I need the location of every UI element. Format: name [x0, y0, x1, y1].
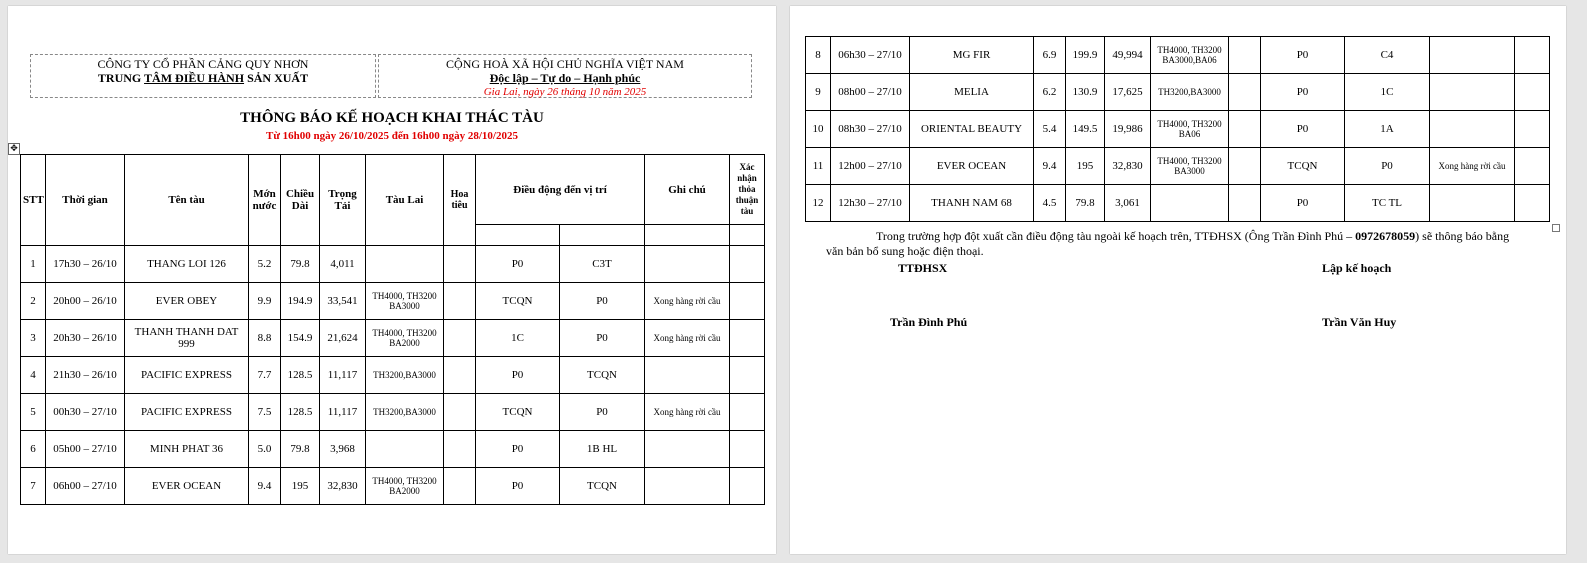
cell-stt: 9 [806, 74, 831, 111]
cell-ship-name: MELIA [910, 74, 1034, 111]
cell-move-from: P0 [476, 246, 560, 283]
cell-pilot [1229, 148, 1261, 185]
cell-pilot [444, 357, 476, 394]
cell-ship-name: MINH PHAT 36 [125, 431, 249, 468]
cell-tug: TH3200,BA3000 [1151, 74, 1229, 111]
cell-ship-name: PACIFIC EXPRESS [125, 394, 249, 431]
table-row [21, 320, 765, 357]
cell-time: 20h00 – 26/10 [46, 283, 125, 320]
cell-move-to: TC TL [1345, 185, 1430, 222]
cell-move-from: P0 [1261, 74, 1345, 111]
col-header-ship: Tên tàu [125, 155, 249, 246]
cell-move-to: C3T [560, 246, 645, 283]
cell-draft: 9.4 [1034, 148, 1066, 185]
cell-tonnage: 33,541 [320, 283, 366, 320]
cell-stt: 4 [21, 357, 46, 394]
cell-confirm [730, 431, 765, 468]
cell-move-to: TCQN [560, 468, 645, 505]
ship-plan-table-continued [805, 36, 1550, 222]
cell-time: 00h30 – 27/10 [46, 394, 125, 431]
national-header [378, 54, 752, 98]
cell-move-to: 1B HL [560, 431, 645, 468]
cell-stt: 6 [21, 431, 46, 468]
cell-tug: TH3200,BA3000 [366, 357, 444, 394]
cell-confirm [730, 283, 765, 320]
cell-length: 195 [281, 468, 320, 505]
national-title: CỘNG HOÀ XÃ HỘI CHỦ NGHĨA VIỆT NAM [446, 57, 684, 71]
cell-length: 79.8 [281, 246, 320, 283]
cell-note [1430, 74, 1515, 111]
cell-time: 08h30 – 27/10 [831, 111, 910, 148]
cell-stt: 7 [21, 468, 46, 505]
table-row [806, 111, 1550, 148]
signature-right-title: Lập kế hoạch [1322, 261, 1392, 275]
table-row [21, 431, 765, 468]
cell-ship-name: ORIENTAL BEAUTY [910, 111, 1034, 148]
cell-ship-name: PACIFIC EXPRESS [125, 357, 249, 394]
cell-tug: TH3200,BA3000 [366, 394, 444, 431]
subheader-from [476, 225, 560, 246]
cell-ship-name: EVER OBEY [125, 283, 249, 320]
cell-note [1430, 37, 1515, 74]
national-motto: Độc lập – Tự do – Hạnh phúc [489, 71, 641, 85]
cell-ship-name: THANH NAM 68 [910, 185, 1034, 222]
cell-time: 05h00 – 27/10 [46, 431, 125, 468]
table-row [21, 283, 765, 320]
cell-draft: 7.5 [249, 394, 281, 431]
company-name: CÔNG TY CỔ PHẦN CẢNG QUY NHƠN [97, 57, 309, 71]
cell-pilot [444, 431, 476, 468]
cell-tonnage: 49,994 [1105, 37, 1151, 74]
table-row [21, 246, 765, 283]
cell-pilot [1229, 37, 1261, 74]
cell-tonnage: 11,117 [320, 394, 366, 431]
cell-tug [366, 246, 444, 283]
cell-pilot [444, 283, 476, 320]
cell-tonnage: 32,830 [320, 468, 366, 505]
cell-stt: 2 [21, 283, 46, 320]
cell-tug: TH4000, TH3200 BA3000 [1151, 148, 1229, 185]
cell-move-to: TCQN [560, 357, 645, 394]
cell-ship-name: THANG LOI 126 [125, 246, 249, 283]
cell-tug [366, 431, 444, 468]
cell-time: 06h00 – 27/10 [46, 468, 125, 505]
department-name: TRUNG TÂM ĐIỀU HÀNH SẢN XUẤT [97, 71, 309, 85]
cell-move-to: 1C [1345, 74, 1430, 111]
cell-draft: 4.5 [1034, 185, 1066, 222]
cell-tonnage: 4,011 [320, 246, 366, 283]
cell-stt: 11 [806, 148, 831, 185]
cell-stt: 10 [806, 111, 831, 148]
cell-pilot [444, 468, 476, 505]
col-header-stt: STT [21, 155, 46, 246]
cell-move-to: P0 [560, 283, 645, 320]
cell-draft: 7.7 [249, 357, 281, 394]
table-row [21, 468, 765, 505]
subheader-note [645, 225, 730, 246]
cell-move-from: P0 [476, 468, 560, 505]
cell-move-from: P0 [1261, 111, 1345, 148]
table-row [806, 148, 1550, 185]
cell-note: Xong hàng rời cầu [645, 394, 730, 431]
cell-length: 154.9 [281, 320, 320, 357]
cell-tonnage: 3,968 [320, 431, 366, 468]
cell-move-to: 1A [1345, 111, 1430, 148]
table-row [806, 37, 1550, 74]
cell-pilot [444, 394, 476, 431]
cell-note [645, 431, 730, 468]
cell-ship-name: EVER OCEAN [125, 468, 249, 505]
cell-stt: 3 [21, 320, 46, 357]
cell-length: 128.5 [281, 394, 320, 431]
cell-stt: 8 [806, 37, 831, 74]
document-subtitle: Từ 16h00 ngày 26/10/2025 đến 16h00 ngày 28/10/2025 [265, 130, 518, 142]
col-header-tonnage: Trọng Tải [320, 155, 366, 246]
cell-length: 130.9 [1066, 74, 1105, 111]
cell-move-from: P0 [1261, 37, 1345, 74]
cell-tug: TH4000, TH3200 BA3000,BA06 [1151, 37, 1229, 74]
table-move-handle-icon[interactable]: ✥ [8, 143, 20, 155]
document-title: THÔNG BÁO KẾ HOẠCH KHAI THÁC TÀU [240, 110, 544, 126]
cell-tug: TH4000, TH3200 BA06 [1151, 111, 1229, 148]
cell-draft: 6.2 [1034, 74, 1066, 111]
cell-confirm [730, 320, 765, 357]
cell-pilot [1229, 74, 1261, 111]
cell-ship-name: EVER OCEAN [910, 148, 1034, 185]
cell-time: 21h30 – 26/10 [46, 357, 125, 394]
cell-time: 20h30 – 26/10 [46, 320, 125, 357]
cell-tug: TH4000, TH3200 BA3000 [366, 283, 444, 320]
cell-time: 17h30 – 26/10 [46, 246, 125, 283]
signature-left-title: TTĐHSX [898, 261, 948, 275]
signature-right-name: Trần Văn Huy [1322, 315, 1397, 329]
cell-tonnage: 19,986 [1105, 111, 1151, 148]
table-row [21, 357, 765, 394]
cell-stt: 12 [806, 185, 831, 222]
cell-draft: 6.9 [1034, 37, 1066, 74]
cell-length: 79.8 [281, 431, 320, 468]
col-header-confirm: Xác nhận thỏa thuận tàu [730, 155, 765, 225]
cell-move-to: P0 [560, 320, 645, 357]
cell-confirm [1515, 148, 1550, 185]
cell-tonnage: 17,625 [1105, 74, 1151, 111]
place-date: Gia Lai, ngày 26 tháng 10 năm 2025 [483, 86, 647, 98]
cell-length: 149.5 [1066, 111, 1105, 148]
signature-left-name: Trần Đình Phú [890, 315, 968, 329]
cell-move-from: TCQN [476, 394, 560, 431]
cell-move-to: P0 [560, 394, 645, 431]
cell-move-to: C4 [1345, 37, 1430, 74]
cell-stt: 1 [21, 246, 46, 283]
cell-draft: 9.9 [249, 283, 281, 320]
cell-pilot [1229, 111, 1261, 148]
cell-confirm [730, 357, 765, 394]
cell-note: Xong hàng rời cầu [645, 283, 730, 320]
cell-ship-name: THANH THANH DAT 999 [125, 320, 249, 357]
cell-tug: TH4000, TH3200 BA2000 [366, 468, 444, 505]
cell-move-from: 1C [476, 320, 560, 357]
col-header-pilot: Hoa tiêu [444, 155, 476, 246]
table-row [21, 394, 765, 431]
cell-note [645, 357, 730, 394]
cell-time: 12h00 – 27/10 [831, 148, 910, 185]
cell-move-from: TCQN [1261, 148, 1345, 185]
cell-time: 12h30 – 27/10 [831, 185, 910, 222]
cell-move-from: P0 [476, 357, 560, 394]
cell-confirm [730, 246, 765, 283]
cell-pilot [444, 246, 476, 283]
table-resize-handle[interactable] [1552, 224, 1560, 232]
cell-tonnage: 32,830 [1105, 148, 1151, 185]
cell-tonnage: 3,061 [1105, 185, 1151, 222]
cell-pilot [444, 320, 476, 357]
cell-note [1430, 111, 1515, 148]
company-header [30, 54, 376, 98]
cell-move-to: P0 [1345, 148, 1430, 185]
ship-plan-table [20, 154, 765, 505]
plan-note: Trong trường hợp đột xuất cần điều động tàu ngoài kế hoạch trên, TTĐHSX (Ông Trần Đình Phú – 0972678059) sẽ thông báo bằng văn bản bổ sung hoặc điện thoại. [826, 229, 1510, 258]
col-header-move: Điều động đến vị trí [476, 155, 645, 225]
cell-note: Xong hàng rời cầu [1430, 148, 1515, 185]
cell-confirm [730, 468, 765, 505]
cell-tonnage: 21,624 [320, 320, 366, 357]
cell-tug [1151, 185, 1229, 222]
cell-note [645, 246, 730, 283]
cell-confirm [1515, 37, 1550, 74]
document-page-1 [8, 6, 776, 554]
cell-confirm [1515, 185, 1550, 222]
cell-tug: TH4000, TH3200 BA2000 [366, 320, 444, 357]
cell-draft: 8.8 [249, 320, 281, 357]
table-row [806, 185, 1550, 222]
cell-move-from: P0 [476, 431, 560, 468]
cell-note: Xong hàng rời cầu [645, 320, 730, 357]
cell-draft: 5.2 [249, 246, 281, 283]
cell-confirm [1515, 74, 1550, 111]
cell-pilot [1229, 185, 1261, 222]
col-header-time: Thời gian [46, 155, 125, 246]
cell-ship-name: MG FIR [910, 37, 1034, 74]
subheader-to [560, 225, 645, 246]
col-header-note: Ghi chú [645, 155, 730, 225]
cell-time: 08h00 – 27/10 [831, 74, 910, 111]
cell-confirm [1515, 111, 1550, 148]
cell-note [1430, 185, 1515, 222]
cell-move-from: P0 [1261, 185, 1345, 222]
cell-confirm [730, 394, 765, 431]
cell-length: 79.8 [1066, 185, 1105, 222]
cell-length: 195 [1066, 148, 1105, 185]
subheader-confirm [730, 225, 765, 246]
table-row [806, 74, 1550, 111]
cell-tonnage: 11,117 [320, 357, 366, 394]
cell-draft: 5.0 [249, 431, 281, 468]
document-page-2 [790, 6, 1566, 554]
cell-draft: 9.4 [249, 468, 281, 505]
col-header-tug: Tàu Lai [366, 155, 444, 246]
cell-stt: 5 [21, 394, 46, 431]
contact-phone: 0972678059 [1355, 229, 1416, 243]
cell-length: 194.9 [281, 283, 320, 320]
cell-length: 128.5 [281, 357, 320, 394]
col-header-draft: Mớn nước [249, 155, 281, 246]
cell-time: 06h30 – 27/10 [831, 37, 910, 74]
cell-move-from: TCQN [476, 283, 560, 320]
cell-length: 199.9 [1066, 37, 1105, 74]
cell-note [645, 468, 730, 505]
cell-draft: 5.4 [1034, 111, 1066, 148]
col-header-length: Chiều Dài [281, 155, 320, 246]
